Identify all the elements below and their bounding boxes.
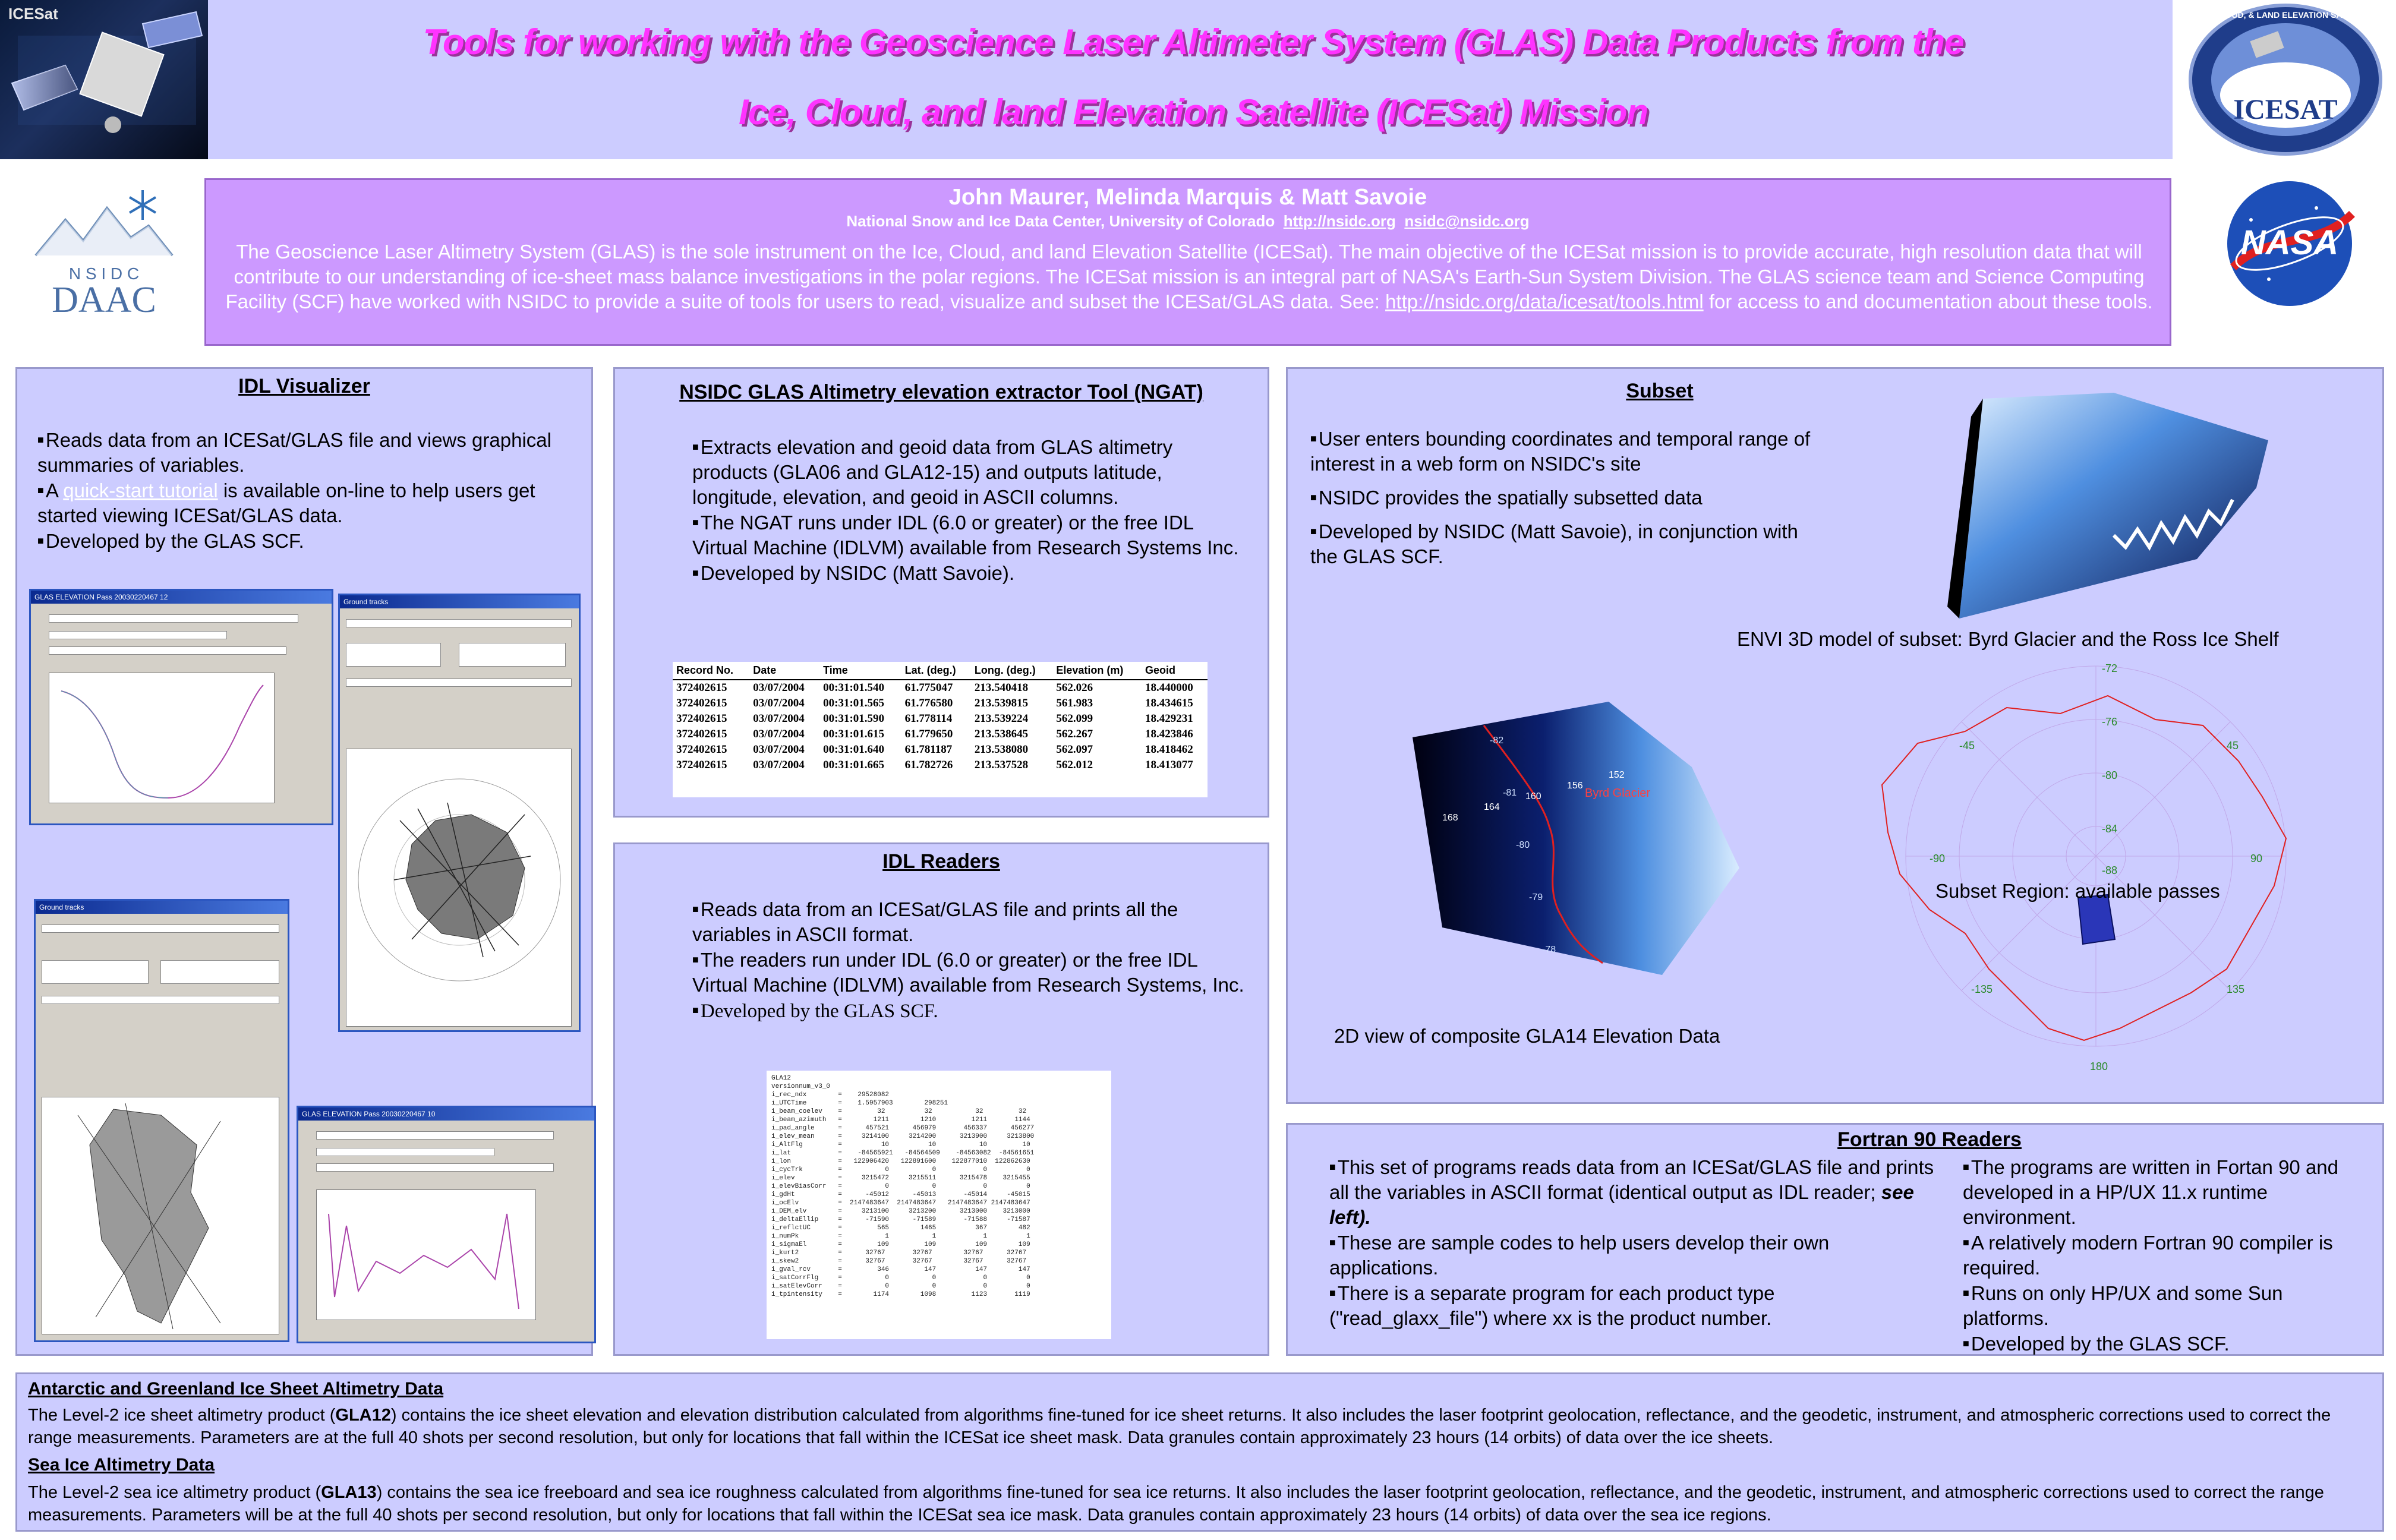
table-cell: 372402615 [676,697,727,709]
table-cell: 562.012 [1056,759,1093,771]
window-side-controls [542,1191,589,1262]
polar-grid-label: -88 [2102,864,2118,876]
paragraph-text: The Level-2 sea ice altimetry product ( [28,1483,321,1502]
window-field [346,643,441,667]
table-cell: 00:31:01.615 [823,728,885,740]
table-header-cell: Date [753,664,777,676]
bullet-item: ■Developed by the GLAS SCF. [1963,1333,2230,1355]
table-cell: 18.413077 [1145,759,1193,771]
subset-bullets [1310,426,1821,569]
bullet-item: ■The NGAT runs under IDL (6.0 or greater) or the free IDL Virtual Machine (IDLVM) available from Research Systems Inc. [692,512,1239,558]
window-field [316,1148,494,1156]
table-row [673,711,1208,727]
gla14-elevation-map [1407,702,1739,975]
table-cell: 61.778114 [904,712,953,725]
bullet-text: is available on-line to help users get started viewing ICESat/GLAS data. [37,479,535,526]
intro-paragraph [210,239,2168,314]
table-cell: 213.539224 [974,712,1029,725]
table-header-cell: Elevation (m) [1056,664,1124,676]
subset-region-caption: Subset Region: available passes [1935,880,2220,902]
gla14-map-caption: 2D view of composite GLA14 Elevation Data [1334,1025,1720,1047]
bullet-text: This set of programs reads data from an ICESat/GLAS file and prints all the variables in ASCII format (identical output as IDL reader; [1329,1156,1934,1203]
table-cell: 372402615 [676,743,727,756]
table-cell: 00:31:01.540 [823,681,885,694]
poster-title-line2: Ice, Cloud, and land Elevation Satellite (ICESat) Mission [739,92,1648,132]
glas-elevation-window-1 [29,589,333,825]
ice-sheet-section-title: Antarctic and Greenland Ice Sheet Altimetry Data [28,1379,444,1399]
bullet-text: The NGAT runs under IDL (6.0 or greater) or the free IDL Virtual Machine (IDLVM) available from Research Systems Inc. [692,512,1239,558]
elevation-plot [49,673,275,803]
map-lon-label: 156 [1567,781,1583,791]
bullet-item: ■Developed by the GLAS SCF. [37,530,304,552]
affiliation-text: National Snow and Ice Data Center, University of Colorado [846,212,1275,230]
bullet-text: User enters bounding coordinates and temporal range of interest in a web form on NSIDC's site [1310,428,1811,475]
glas-elevation-window-2 [297,1106,596,1343]
polar-grid-label: -135 [1971,983,1993,995]
nsidc-website-link[interactable]: http://nsidc.org [1283,212,1396,230]
table-cell: 61.776580 [904,697,953,709]
bullet-text: NSIDC provides the spatially subsetted data [1318,487,1703,509]
icesat-mission-logo [2175,0,2396,159]
window-field [42,996,279,1004]
polar-grid-label: -45 [1959,740,1975,752]
table-cell: 18.418462 [1145,743,1193,756]
quick-start-tutorial-link[interactable]: quick-start tutorial [63,479,218,501]
table-row [673,680,1208,696]
table-cell: 372402615 [676,728,727,740]
tools-page-link[interactable]: http://nsidc.org/data/icesat/tools.html [1385,291,1704,313]
nasa-logo-text: NASA [2240,223,2339,262]
bullet-item: ■Extracts elevation and geoid data from GLAS altimetry products (GLA06 and GLA12-15) and outputs latitude, longitude, elevation, and geoid in ASCII columns. [692,436,1173,508]
polar-grid-label: -76 [2102,716,2118,728]
bullet-item: ■User enters bounding coordinates and temporal range of interest in a web form on NSIDC's site [1310,428,1811,475]
ngat-bullets [692,434,1251,586]
bullet-item: ■A quick-start tutorial is available on-line to help users get started viewing ICESat/GLAS data. [37,479,535,526]
paragraph-text: ) contains the sea ice freeboard and sea ice roughness calculated from algorithms fine-tuned for sea ice returns. It also includes the laser footprint geolocation, reflectance, and the geodetic, instrument, and atmospheric corrections used to correct the range measurements. Parameters will be at the full 40 shots per second resolution, but only for locations that fall within the ICESat sea ice mask. Data granules contain approximately 23 hours (14 orbits) of data over the sea ice regions. [28,1483,2324,1525]
paragraph-text: ) contains the ice sheet elevation and elevation distribution calculated from algorithms fine-tuned for ice sheet returns. It also includes the laser footprint geolocation, reflectance, and the geodetic, instrument, and atmospheric corrections used to correct the range measurements. Parameters are at the full 40 shots per second resolution, but only for locations that fall within the ICESat ice sheet mask. Data granules contain approximately 23 hours (14 orbits) of data over the ice sheets. [28,1406,2331,1447]
table-cell: 61.779650 [904,728,953,740]
table-header-cell: Time [823,664,848,676]
ngat-output-table [673,662,1208,797]
satellite-image-label: ICESat [8,5,58,23]
subset-region-polar-map [1811,660,2357,1076]
table-row [673,727,1208,742]
table-cell: 561.983 [1056,697,1093,709]
bullet-item: ■The programs are written in Fortan 90 and developed in a HP/UX 11.x runtime environment. [1963,1156,2339,1228]
window-field [346,619,572,627]
map-lon-label: 168 [1442,813,1458,823]
table-cell: 03/07/2004 [753,759,805,771]
window-titlebar: Ground tracks [340,595,579,608]
window-field [49,646,286,655]
poster-title-line1: Tools for working with the Geoscience Laser Altimeter System (GLAS) Data Products from the [423,22,1964,62]
bullet-text: Developed by NSIDC (Matt Savoie). [700,562,1015,584]
table-cell: 03/07/2004 [753,728,805,740]
table-cell: 562.267 [1056,728,1093,740]
bullet-item: ■Developed by NSIDC (Matt Savoie), in conjunction with the GLAS SCF. [1310,520,1798,567]
bullet-item: ■Runs on only HP/UX and some Sun platforms. [1963,1282,2283,1329]
polar-grid-label: -84 [2102,823,2118,835]
map-lat-label: -82 [1490,736,1504,746]
table-row [673,696,1208,711]
map-lat-label: -78 [1542,945,1556,955]
sea-ice-section-text [28,1481,2369,1526]
window-field [346,679,572,687]
nsidc-logo-bottom-text: DAAC [52,280,156,320]
bullet-text: There is a separate program for each product type ("read_glaxx_file") where xx is the product number. [1329,1282,1775,1329]
idl-readers-title: IDL Readers [882,850,1000,873]
table-cell: 18.440000 [1145,681,1193,694]
window-field [459,643,566,667]
bullet-item: ■NSIDC provides the spatially subsetted data [1310,487,1703,509]
bullet-item: ■Reads data from an ICESat/GLAS file and prints all the variables in ASCII format. [692,898,1178,945]
bullet-text: Extracts elevation and geoid data from GLAS altimetry products (GLA06 and GLA12-15) and outputs latitude, longitude, elevation, and geoid in ASCII columns. [692,436,1173,508]
bullet-text: Developed by the GLAS SCF. [700,1001,938,1022]
window-side-controls [280,674,328,745]
product-name: GLA13 [321,1483,377,1502]
ice-sheet-section-text [28,1404,2369,1449]
bullet-text: Reads data from an ICESat/GLAS file and views graphical summaries of variables. [37,429,551,476]
bullet-item: ■This set of programs reads data from an ICESat/GLAS file and prints all the variables in ASCII format (identical output as IDL reader; see left). [1329,1156,1934,1228]
window-field [316,1163,554,1172]
data-products-section [15,1372,2384,1532]
table-cell: 00:31:01.640 [823,743,885,756]
bullet-item: ■There is a separate program for each product type ("read_glaxx_file") where xx is the product number. [1329,1282,1775,1329]
icesat-logo-icon [2175,0,2396,159]
idl-visualizer-panel [15,367,593,1356]
table-cell: 18.423846 [1145,728,1193,740]
table-cell: 03/07/2004 [753,743,805,756]
polar-grid-label: 135 [2227,983,2245,995]
table-cell: 00:31:01.590 [823,712,885,725]
nasa-meatball-icon [2215,178,2364,309]
polar-grid-label: -72 [2102,662,2118,674]
idl-visualizer-bullets [37,427,572,554]
table-cell: 372402615 [676,759,727,771]
subset-panel [1286,367,2384,1104]
map-lat-label: -79 [1529,892,1543,902]
title-banner [0,0,2173,159]
bullet-item: ■Reads data from an ICESat/GLAS file and views graphical summaries of variables. [37,429,551,476]
table-header-cell: Lat. (deg.) [904,664,956,676]
satellite-image [0,0,208,159]
window-field [160,960,279,984]
window-titlebar: GLAS ELEVATION Pass 20030220467 10 [298,1107,594,1121]
bullet-text: Developed by the GLAS SCF. [1971,1333,2230,1355]
elevation-plot [316,1189,536,1320]
table-cell: 18.434615 [1145,697,1193,709]
map-lon-label: 160 [1525,791,1541,801]
icesat-logo-text: ICESAT [2233,94,2338,125]
window-titlebar: GLAS ELEVATION Pass 20030220467 12 [31,591,332,604]
map-lon-label: 152 [1609,770,1625,780]
polar-grid-label: 180 [2090,1061,2108,1072]
nsidc-email-link[interactable]: nsidc@nsidc.org [1404,212,1530,230]
table-row [673,758,1208,773]
bullet-text: The readers run under IDL (6.0 or greater) or the free IDL Virtual Machine (IDLVM) available from Research Systems, Inc. [692,949,1244,996]
map-lat-label: -80 [1516,840,1530,850]
sea-ice-section-title: Sea Ice Altimetry Data [28,1455,215,1475]
table-body [673,680,1208,773]
map-lon-label: 164 [1484,802,1500,812]
window-toolbar [49,614,298,623]
greenland-track-map [42,1097,279,1334]
window-titlebar: Ground tracks [36,901,288,914]
ground-tracks-window-1 [338,594,581,1032]
table-cell: 61.775047 [904,681,953,694]
fortran-left-bullets [1329,1154,1935,1331]
bullet-text: Runs on only HP/UX and some Sun platforms. [1963,1282,2283,1329]
bullet-item: ■Developed by the GLAS SCF. [692,1001,938,1022]
table-cell: 213.539815 [974,697,1029,709]
bullet-item: ■These are sample codes to help users develop their own applications. [1329,1232,1830,1279]
bullet-text: Developed by the GLAS SCF. [45,530,304,552]
table-header-cell: Geoid [1145,664,1175,676]
table-cell: 562.099 [1056,712,1093,725]
table-cell: 00:31:01.565 [823,697,885,709]
table-header-row [673,662,1208,680]
fortran-readers-title: Fortran 90 Readers [1837,1128,2022,1151]
intro-text-end: for access to and documentation about these tools. [1703,291,2153,313]
icesat-logo-ring-text: ICE, CLOUD, & LAND ELEVATION SATELLITE [2195,10,2376,20]
envi-3d-model-image [1935,381,2268,630]
polar-grid-label: -90 [1930,853,1946,864]
table-cell: 562.097 [1056,743,1093,756]
bullet-text: These are sample codes to help users develop their own applications. [1329,1232,1830,1279]
table-cell: 03/07/2004 [753,697,805,709]
table-cell: 562.026 [1056,681,1093,694]
fortran-right-bullets [1963,1154,2367,1356]
fortran-readers-panel [1286,1123,2384,1356]
table-cell: 213.538645 [974,728,1029,740]
bullet-text: The programs are written in Fortan 90 and developed in a HP/UX 11.x runtime environment. [1963,1156,2339,1228]
ngat-title: NSIDC GLAS Altimetry elevation extractor Tool (NGAT) [679,381,1203,403]
bullet-item: ■Developed by NSIDC (Matt Savoie). [692,562,1015,584]
product-name: GLA12 [335,1406,391,1425]
author-names: John Maurer, Melinda Marquis & Matt Savoie [948,185,1427,210]
table-cell: 372402615 [676,712,727,725]
nsidc-logo-icon [30,184,178,321]
polar-grid-label: 45 [2227,740,2239,752]
polar-grid-label: -80 [2102,769,2118,781]
envi-3d-caption: ENVI 3D model of subset: Byrd Glacier and the Ross Ice Shelf [1737,628,2279,650]
bullet-item: ■The readers run under IDL (6.0 or greater) or the free IDL Virtual Machine (IDLVM) available from Research Systems, Inc. [692,949,1244,996]
table-cell: 03/07/2004 [753,712,805,725]
bullet-text: A relatively modern Fortran 90 compiler is required. [1963,1232,2333,1279]
antarctica-track-map [346,749,572,1027]
window-field [42,960,149,984]
satellite-icon [0,0,208,159]
table-cell: 213.537528 [974,759,1029,771]
table-cell: 213.538080 [974,743,1029,756]
window-field [42,924,279,933]
nsidc-daac-logo [30,184,178,321]
paragraph-text: The Level-2 ice sheet altimetry product ( [28,1406,336,1425]
nasa-logo [2215,178,2364,309]
table-cell: 00:31:01.665 [823,759,885,771]
polar-grid-label: 90 [2250,853,2263,864]
table-row [673,742,1208,758]
map-lat-label: -81 [1503,788,1517,798]
bullet-emphasis: see left). [1329,1181,1914,1228]
table-cell: 61.781187 [904,743,953,756]
idl-visualizer-title: IDL Visualizer [238,375,370,397]
ground-tracks-window-2 [34,899,289,1342]
bullet-item: ■A relatively modern Fortran 90 compiler is required. [1963,1232,2333,1279]
author-affiliation [206,212,2170,231]
table-cell: 18.429231 [1145,712,1193,725]
bullet-text: Developed by NSIDC (Matt Savoie), in conjunction with the GLAS SCF. [1310,520,1798,567]
window-field [49,631,227,639]
bullet-text: A [45,479,64,501]
table-header-cell: Record No. [676,664,734,676]
bullet-text: Reads data from an ICESat/GLAS file and prints all the variables in ASCII format. [692,898,1178,945]
window-toolbar [316,1131,554,1140]
table-header-cell: Long. (deg.) [974,664,1036,676]
byrd-glacier-label: Byrd Glacier [1585,787,1651,800]
table-cell: 61.782726 [904,759,953,771]
nsidc-logo-top-text: N S I D C [68,264,140,283]
table-cell: 213.540418 [974,681,1029,694]
intro-text: The Geoscience Laser Altimetry System (GLAS) is the sole instrument on the Ice, Cloud, and land Elevation Satellite (ICESat). The main objective of the ICESat mission is to provide accurate, high resolution data that will contribute to our understanding of ice-sheet mass balance investigations in the polar regions. The ICESat mission is an integral part of NASA's Earth-Sun System Division. The GLAS science team and Science Computing Facility (SCF) have worked with NSIDC to provide a suite of tools for users to read, visualize and subset the ICESat/GLAS data. See: [225,241,2145,313]
author-abstract-box [204,178,2171,346]
table-cell: 03/07/2004 [753,681,805,694]
subset-title: Subset [1626,380,1694,402]
table-cell: 372402615 [676,681,727,694]
idl-reader-output-dump: GLA12 versionnum_v3_0 i_rec_ndx = 29528082 i_UTCTime = 1.5957903 298251 i_beam_coelev = 32 32 32 32 i_beam_azimuth = 1211 1210 1211 1144 i_pad_angle = 457521 456979 456337 456277 i_elev_mean = 3214100 3214200 3213900 3213800 i_AltFlg = 10 10 10 10 i_lat = -84565921 -84564509 -84563082 -84561651 i_lon = 122906420 122891600 122877010 122862630 i_cycTrk = 0 0 0 0 i_elev = 3215472 3215511 3215478 3215455 i_elevBiasCorr = 0 0 0 0 i_gdHt = -45012 -45013 -45014 -45015 i_ocElv = 2147483647 2147483647 2147483647 2147483647 i_DEM_elv = 3213100 3213200 3213000 3213000 i_deltaEllip = -71590 -71589 -71588 -71587 i_reflctUC = 565 1465 367 482 i_numPk = 1 1 1 1 i_sigmaEl = 109 109 109 109 i_kurt2 = 32767 32767 32767 32767 i_skew2 = 32767 32767 32767 32767 i_gval_rcv = 346 147 147 147 i_satCorrFlg = 0 0 0 0 i_satElevCorr = 0 0 0 0 i_tpintensity = 1174 1098 1123 1119 [767,1071,1111,1339]
idl-readers-bullets [692,897,1251,1024]
